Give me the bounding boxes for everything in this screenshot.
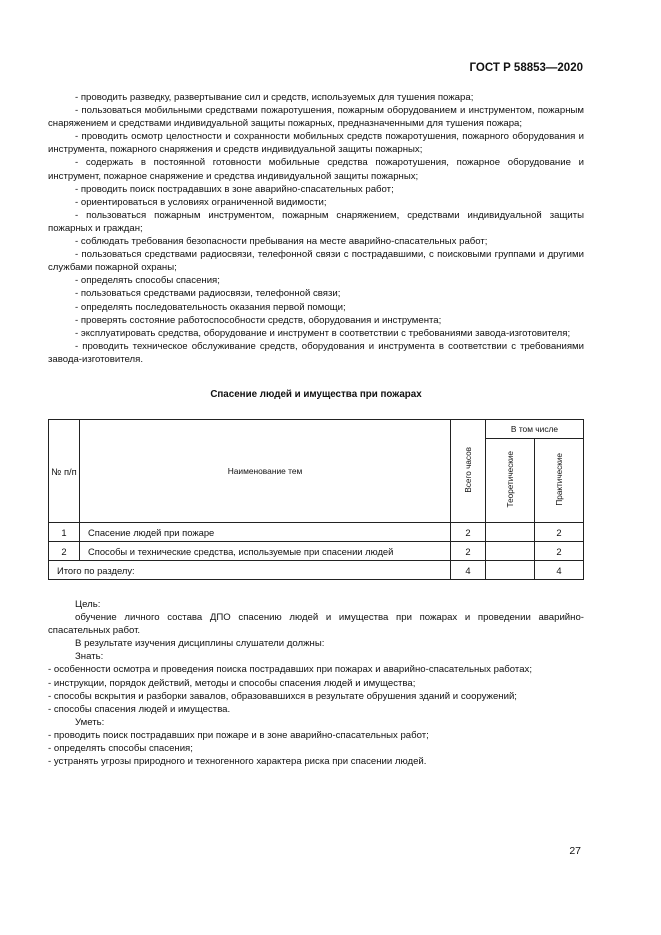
list-item: - пользоваться средствами радиосвязи, телефонной связи с пострадавшими, с поисковыми группами и другими службами пожарной охраны; — [48, 249, 584, 274]
list-item: - определять способы спасения; — [75, 275, 220, 287]
list-item: - проводить осмотр целостности и сохранности мобильных средств пожаротушения, пожарного оборудования и инструмента, пожарного снаряжения и средств индивидуальной защиты пожарных; — [48, 131, 584, 156]
row-num: 2 — [49, 542, 80, 561]
row-num: 1 — [49, 523, 80, 542]
total-hours: 4 — [451, 561, 486, 580]
list-item: - особенности осмотра и проведения поиска пострадавших при пожарах и аварийно-спасательных работах; — [48, 664, 532, 676]
section-title: Спасение людей и имущества при пожарах — [210, 389, 422, 400]
total-theory — [486, 561, 535, 580]
row-practice: 2 — [535, 542, 584, 561]
list-item: - пользоваться средствами радиосвязи, телефонной связи; — [75, 288, 341, 300]
row-practice: 2 — [535, 523, 584, 542]
header-num: № п/п — [49, 420, 80, 523]
list-item: - ориентироваться в условиях ограниченной видимости; — [75, 196, 327, 208]
total-practice: 4 — [535, 561, 584, 580]
list-item: - проводить техническое обслуживание средств, оборудования и инструмента в соответствии с требованиями завода-изготовителя. — [48, 340, 584, 365]
goal-text: обучение личного состава ДПО спасению людей и имущества при пожарах и проведении аварийно-спасательных работ. — [48, 612, 584, 637]
list-item: - проверять состояние работоспособности средств, оборудования и инструмента; — [75, 314, 442, 326]
table-row — [49, 542, 584, 561]
header-including: В том числе — [486, 420, 584, 439]
list-item: - содержать в постоянной готовности мобильные средства пожаротушения, пожарное оборудование и инструмент, пожарное снаряжение и средства индивидуальной защиты пожарных; — [48, 157, 584, 182]
table-header-row — [49, 420, 584, 439]
row-total: 2 — [451, 523, 486, 542]
topics-table — [48, 419, 584, 580]
list-item: - способы спасения людей и имущества. — [48, 703, 231, 715]
goal-section — [48, 598, 584, 768]
list-item: - проводить разведку, развертывание сил и средств, используемых для тушения пожара; — [75, 92, 474, 103]
know-label: Знать: — [75, 651, 104, 663]
result-intro: В результате изучения дисциплины слушатели должны: — [75, 638, 325, 650]
row-theory — [486, 523, 535, 542]
list-item: - определять последовательность оказания первой помощи; — [75, 301, 346, 313]
list-item: - определять способы спасения; — [48, 743, 193, 755]
can-label: Уметь: — [75, 716, 105, 728]
header-practice: Практические — [535, 439, 584, 523]
list-item: - устранять угрозы природного и техногенного характера риска при спасении людей. — [48, 756, 427, 768]
list-item: - проводить поиск пострадавших при пожаре и в зоне аварийно-спасательных работ; — [48, 729, 429, 741]
list-item: - эксплуатировать средства, оборудование и инструмент в соответствии с требованиями завода-изготовителя; — [75, 327, 571, 339]
goal-label: Цель: — [75, 599, 101, 610]
total-label: Итого по разделу: — [49, 561, 451, 580]
header-theory: Теоретические — [486, 439, 535, 523]
list-item: - проводить поиск пострадавших в зоне аварийно-спасательных работ; — [75, 183, 394, 195]
row-total: 2 — [451, 542, 486, 561]
list-item: - соблюдать требования безопасности пребывания на месте аварийно-спасательных работ; — [75, 236, 488, 248]
header-name: Наименование тем — [80, 420, 451, 523]
list-item: - способы вскрытия и разборки завалов, образовавшихся в результате обрушения зданий и сооружений; — [48, 690, 517, 702]
row-name: Спасение людей при пожаре — [80, 523, 451, 542]
list-item: - пользоваться мобильными средствами пожаротушения, пожарным оборудованием и инструментом, пожарным снаряжением и средствами индивидуальной защиты пожарных, предназначенными для тушения пожара; — [48, 105, 584, 130]
table-row — [49, 523, 584, 542]
table-total-row — [49, 561, 584, 580]
page-number: 27 — [569, 845, 581, 857]
header-total: Всего часов — [451, 420, 486, 523]
row-name: Способы и технические средства, используемые при спасении людей — [80, 542, 451, 561]
row-theory — [486, 542, 535, 561]
list-item: - пользоваться пожарным инструментом, пожарным снаряжением, средствами индивидуальной защиты пожарных и граждан; — [48, 209, 584, 234]
list-item: - инструкции, порядок действий, методы и способы спасения людей и имущества; — [48, 677, 416, 689]
standard-header: ГОСТ Р 58853—2020 — [469, 62, 583, 74]
intro-list — [48, 91, 584, 366]
